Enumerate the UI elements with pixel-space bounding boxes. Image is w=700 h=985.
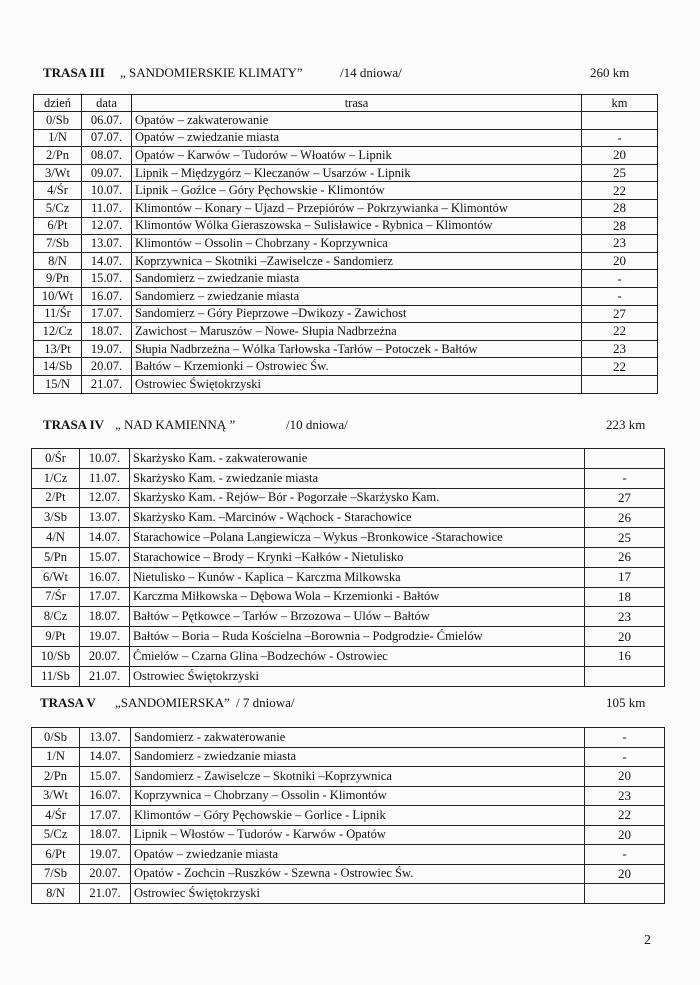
route-duration: /14 dniowa/ [340, 65, 402, 80]
day-cell: 0/Śr [32, 449, 80, 469]
table-row [32, 587, 665, 607]
day-cell: 6/Pt [34, 217, 82, 235]
table-row [32, 567, 665, 587]
km-cell: - [585, 747, 665, 767]
date-cell: 14.07. [80, 747, 131, 767]
table-row [32, 646, 665, 666]
table-row [34, 287, 658, 305]
km-cell: 20 [585, 825, 665, 845]
route-cell: Bałtów – Pętkowce – Tarłów – Brzozowa – Ulów – Bałtów [130, 607, 585, 627]
km-cell: 20 [585, 627, 665, 647]
date-cell: 06.07. [82, 112, 132, 130]
route-cell: Skarżysko Kam. - zakwaterowanie [130, 449, 585, 469]
route-table-body [32, 728, 665, 904]
date-cell: 13.07. [80, 508, 130, 528]
route-header [0, 695, 700, 713]
day-cell: 0/Sb [34, 112, 82, 130]
date-cell: 16.07. [80, 567, 130, 587]
date-cell: 17.07. [80, 806, 131, 826]
route-cell: Ostrowiec Świętokrzyski [130, 666, 585, 686]
table-row [32, 547, 665, 567]
table-row [32, 845, 665, 865]
day-cell: 5/Cz [34, 199, 82, 217]
route-cell: Klimontów – Konary – Ujazd – Przepiórów – Pokrzywianka – Klimontów [132, 199, 582, 217]
day-cell: 9/Pt [32, 627, 80, 647]
date-cell: 12.07. [80, 488, 130, 508]
table-row [34, 270, 658, 288]
date-cell: 12.07. [82, 217, 132, 235]
date-cell: 16.07. [80, 786, 131, 806]
km-cell: 27 [585, 488, 665, 508]
table-row [34, 235, 658, 253]
date-cell: 10.07. [82, 182, 132, 200]
date-cell: 18.07. [80, 825, 131, 845]
day-cell: 7/Śr [32, 587, 80, 607]
km-cell [582, 375, 658, 393]
route-table-body [32, 449, 665, 687]
day-cell: 2/Pn [34, 147, 82, 165]
table-row [34, 217, 658, 235]
route-cell: Starachowice – Brody – Krynki –Kałków - Nietulisko [130, 547, 585, 567]
km-cell: 20 [585, 864, 665, 884]
table-row [34, 252, 658, 270]
day-cell: 8/N [32, 884, 80, 904]
day-cell: 5/Pn [32, 547, 80, 567]
route-cell: Karczma Miłkowska – Dębowa Wola – Krzemionki - Bałtów [130, 587, 585, 607]
date-cell: 20.07. [82, 358, 132, 376]
route-prefix: TRASA III [43, 65, 105, 80]
table-row [34, 358, 658, 376]
km-cell: 22 [582, 182, 658, 200]
table-row [34, 164, 658, 182]
date-cell: 14.07. [80, 528, 130, 548]
date-cell: 21.07. [80, 884, 131, 904]
table-row [32, 627, 665, 647]
table-row [32, 747, 665, 767]
route-cell: Opatów – zwiedzanie miasta [131, 845, 585, 865]
table-row [34, 199, 658, 217]
column-header: trasa [132, 95, 582, 112]
date-cell: 19.07. [82, 340, 132, 358]
date-cell: 15.07. [82, 270, 132, 288]
table-row [34, 305, 658, 323]
day-cell: 4/Śr [34, 182, 82, 200]
table-row [34, 182, 658, 200]
km-cell: - [585, 845, 665, 865]
table-row [32, 825, 665, 845]
page-number: 2 [644, 933, 651, 948]
route-cell: Sandomierz – zwiedzanie miasta [132, 287, 582, 305]
table-header-row [34, 95, 658, 112]
date-cell: 08.07. [82, 147, 132, 165]
km-cell: 28 [582, 199, 658, 217]
date-cell: 19.07. [80, 627, 130, 647]
date-cell: 21.07. [80, 666, 130, 686]
km-cell: - [582, 287, 658, 305]
route-cell: Lipnik – Międzygórz – Kleczanów – Usarzów - Lipnik [132, 164, 582, 182]
route-table-body [34, 112, 658, 394]
km-cell: - [585, 728, 665, 748]
route-cell: Nietulisko – Kunów - Kaplica – Karczma Milkowska [130, 567, 585, 587]
km-cell [585, 449, 665, 469]
km-cell: - [585, 468, 665, 488]
route-distance: 105 km [606, 695, 646, 710]
table-row [32, 884, 665, 904]
table-row [32, 806, 665, 826]
route-header [0, 65, 700, 83]
route-cell: Opatów – Karwów – Tudorów – Włoatów – Lipnik [132, 147, 582, 165]
day-cell: 10/Sb [32, 646, 80, 666]
date-cell: 09.07. [82, 164, 132, 182]
column-header: dzień [34, 95, 82, 112]
km-cell: 17 [585, 567, 665, 587]
km-cell: 23 [582, 340, 658, 358]
km-cell: 26 [585, 547, 665, 567]
km-cell: 22 [582, 358, 658, 376]
date-cell: 16.07. [82, 287, 132, 305]
table-row [32, 767, 665, 787]
route-cell: Sandomierz - Zawiselcze – Skotniki –Koprzywnica [131, 767, 585, 787]
km-cell: - [582, 270, 658, 288]
route-cell: Słupia Nadbrzeżna – Wólka Tarłowska -Tarłów – Potoczek - Bałtów [132, 340, 582, 358]
date-cell: 15.07. [80, 547, 130, 567]
route-duration: /10 dniowa/ [286, 417, 348, 432]
date-cell: 11.07. [80, 468, 130, 488]
route-table [31, 727, 665, 904]
date-cell: 17.07. [82, 305, 132, 323]
km-cell: 22 [582, 323, 658, 341]
date-cell: 13.07. [80, 728, 131, 748]
km-cell: 20 [585, 767, 665, 787]
route-cell: Skarżysko Kam. –Marcinów - Wąchock - Starachowice [130, 508, 585, 528]
date-cell: 19.07. [80, 845, 131, 865]
route-cell: Skarżysko Kam. - zwiedzanie miasta [130, 468, 585, 488]
date-cell: 07.07. [82, 129, 132, 147]
km-cell: 26 [585, 508, 665, 528]
km-cell: 27 [582, 305, 658, 323]
table-row [34, 129, 658, 147]
km-cell: 23 [582, 235, 658, 253]
day-cell: 10/Wt [34, 287, 82, 305]
day-cell: 0/Sb [32, 728, 80, 748]
day-cell: 1/Cz [32, 468, 80, 488]
table-row [32, 488, 665, 508]
day-cell: 11/Sb [32, 666, 80, 686]
route-cell: Klimontów – Ossolin – Chobrzany - Koprzywnica [132, 235, 582, 253]
day-cell: 6/Pt [32, 845, 80, 865]
km-cell: 20 [582, 147, 658, 165]
route-distance: 260 km [590, 65, 630, 80]
route-cell: Klimontów – Góry Pęchowskie – Gorlice - Lipnik [131, 806, 585, 826]
table-row [32, 468, 665, 488]
km-cell: 23 [585, 786, 665, 806]
route-cell: Zawichost – Maruszów – Nowe- Słupia Nadbrzeżna [132, 323, 582, 341]
day-cell: 3/Wt [32, 786, 80, 806]
route-cell: Sandomierz – Góry Pieprzowe –Dwikozy - Zawichost [132, 305, 582, 323]
column-header: data [82, 95, 132, 112]
route-cell: Ćmielów – Czarna Glina –Bodzechów - Ostrowiec [130, 646, 585, 666]
table-row [32, 786, 665, 806]
route-table [31, 448, 665, 687]
date-cell: 20.07. [80, 646, 130, 666]
day-cell: 7/Sb [32, 864, 80, 884]
route-cell: Bałtów – Krzemionki – Ostrowiec Św. [132, 358, 582, 376]
date-cell: 13.07. [82, 235, 132, 253]
day-cell: 12/Cz [34, 323, 82, 341]
table-row [32, 666, 665, 686]
day-cell: 3/Sb [32, 508, 80, 528]
table-row [34, 323, 658, 341]
table-row [32, 508, 665, 528]
date-cell: 17.07. [80, 587, 130, 607]
day-cell: 1/N [34, 129, 82, 147]
km-cell: 28 [582, 217, 658, 235]
table-row [32, 449, 665, 469]
table-row [32, 864, 665, 884]
km-cell: 18 [585, 587, 665, 607]
km-cell: - [582, 129, 658, 147]
day-cell: 8/Cz [32, 607, 80, 627]
route-prefix: TRASA V [40, 695, 96, 710]
km-cell [582, 112, 658, 130]
day-cell: 4/Śr [32, 806, 80, 826]
day-cell: 4/N [32, 528, 80, 548]
table-row [32, 528, 665, 548]
route-cell: Bałtów – Boria – Ruda Kościelna –Borownia – Podgrodzie- Ćmielów [130, 627, 585, 647]
route-cell: Opatów - Zochcin –Ruszków - Szewna - Ostrowiec Św. [131, 864, 585, 884]
route-cell: Sandomierz – zwiedzanie miasta [132, 270, 582, 288]
route-cell: Lipnik – Goźlce – Góry Pęchowskie - Klimontów [132, 182, 582, 200]
route-distance: 223 km [606, 417, 646, 432]
table-row [34, 112, 658, 130]
km-cell: 23 [585, 607, 665, 627]
day-cell: 13/Pt [34, 340, 82, 358]
day-cell: 2/Pt [32, 488, 80, 508]
date-cell: 18.07. [82, 323, 132, 341]
route-table [33, 94, 658, 394]
route-cell: Skarżysko Kam. - Rejów– Bór - Pogorzałe –Skarżysko Kam. [130, 488, 585, 508]
route-cell: Sandomierz - zakwaterowanie [131, 728, 585, 748]
route-name: „ NAD KAMIENNĄ ” [115, 417, 236, 432]
km-cell: 25 [582, 164, 658, 182]
table-row [32, 607, 665, 627]
km-cell: 22 [585, 806, 665, 826]
day-cell: 6/Wt [32, 567, 80, 587]
km-cell: 25 [585, 528, 665, 548]
day-cell: 11/Śr [34, 305, 82, 323]
column-header: km [582, 95, 658, 112]
day-cell: 14/Sb [34, 358, 82, 376]
km-cell [585, 884, 665, 904]
route-cell: Ostrowiec Świętokrzyski [132, 375, 582, 393]
route-header [0, 417, 700, 435]
route-duration: / 7 dniowa/ [236, 695, 295, 710]
day-cell: 1/N [32, 747, 80, 767]
date-cell: 18.07. [80, 607, 130, 627]
date-cell: 14.07. [82, 252, 132, 270]
km-cell [585, 666, 665, 686]
route-name: „SANDOMIERSKA” [115, 695, 230, 710]
route-cell: Opatów – zakwaterowanie [132, 112, 582, 130]
date-cell: 20.07. [80, 864, 131, 884]
km-cell: 20 [582, 252, 658, 270]
table-row [34, 147, 658, 165]
route-cell: Koprzywnica – Skotniki –Zawiselcze - Sandomierz [132, 252, 582, 270]
date-cell: 10.07. [80, 449, 130, 469]
table-row [32, 728, 665, 748]
route-cell: Koprzywnica – Chobrzany – Ossolin - Klimontów [131, 786, 585, 806]
day-cell: 7/Sb [34, 235, 82, 253]
date-cell: 11.07. [82, 199, 132, 217]
route-name: „ SANDOMIERSKIE KLIMATY” [120, 65, 303, 80]
route-cell: Opatów – zwiedzanie miasta [132, 129, 582, 147]
date-cell: 21.07. [82, 375, 132, 393]
table-row [34, 340, 658, 358]
route-cell: Lipnik – Włostów – Tudorów - Karwów - Opatów [131, 825, 585, 845]
table-row [34, 375, 658, 393]
day-cell: 8/N [34, 252, 82, 270]
day-cell: 15/N [34, 375, 82, 393]
day-cell: 9/Pn [34, 270, 82, 288]
km-cell: 16 [585, 646, 665, 666]
route-cell: Starachowice –Polana Langiewicza – Wykus –Bronkowice -Starachowice [130, 528, 585, 548]
day-cell: 5/Cz [32, 825, 80, 845]
route-cell: Sandomierz - zwiedzanie miasta [131, 747, 585, 767]
route-prefix: TRASA IV [43, 417, 105, 432]
date-cell: 15.07. [80, 767, 131, 787]
day-cell: 3/Wt [34, 164, 82, 182]
day-cell: 2/Pn [32, 767, 80, 787]
route-cell: Ostrowiec Świętokrzyski [131, 884, 585, 904]
route-cell: Klimontów Wólka Gieraszowska – Sulisławice - Rybnica – Klimontów [132, 217, 582, 235]
